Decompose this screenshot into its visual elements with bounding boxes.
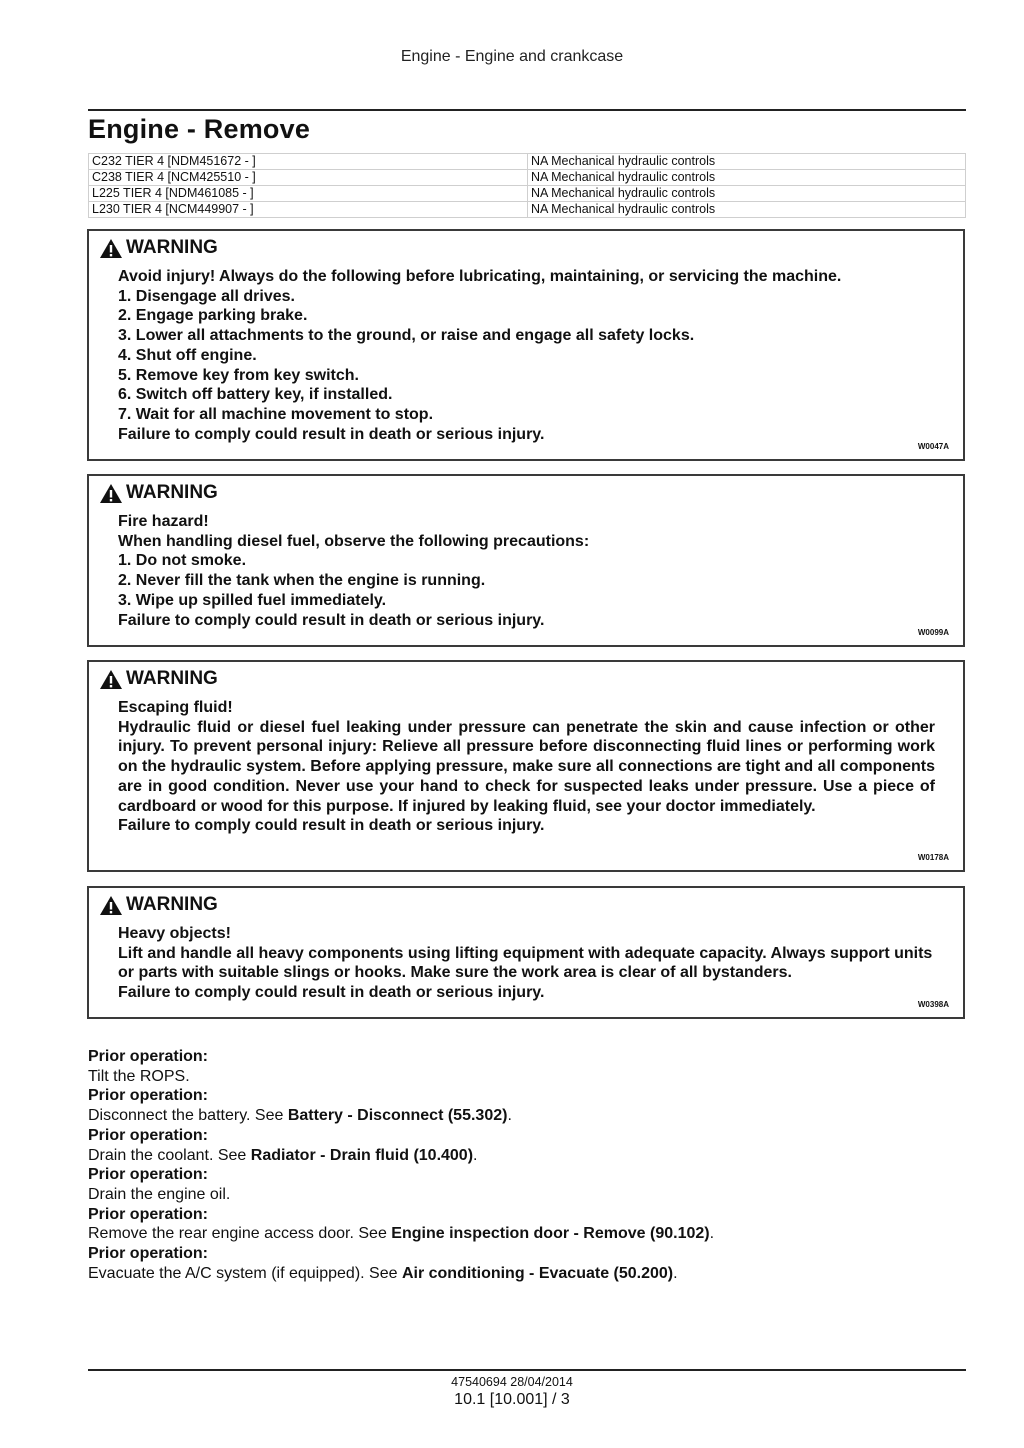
warning-line: Heavy objects! [118, 925, 231, 942]
prior-operation-text [88, 1067, 966, 1087]
warning-triangle-icon [99, 895, 123, 916]
warning-line: Fire hazard! [118, 513, 209, 530]
title-rule [88, 109, 966, 111]
option-cell: NA Mechanical hydraulic controls [528, 170, 966, 186]
warning-line: 4. Shut off engine. [118, 346, 257, 364]
model-cell: L225 TIER 4 [NDM461085 - ] [89, 186, 528, 202]
warning-code: W0047A [917, 442, 949, 451]
warning-heading-text: WARNING [126, 668, 218, 689]
prior-operation-label: Prior operation: [88, 1205, 209, 1223]
prior-operation-step: Remove the rear engine access door. [88, 1225, 354, 1243]
model-cell: C232 TIER 4 [NDM451672 - ] [89, 154, 528, 170]
prior-operation-text [88, 1146, 966, 1166]
table-row [89, 202, 966, 218]
option-cell: NA Mechanical hydraulic controls [528, 186, 966, 202]
warning-paragraph: Hydraulic fluid or diesel fuel leaking under pressure can penetrate the skin and cause infection or other injury. To prevent personal injury: Relieve all pressure before disconnecting fluid lines or performing work on the hydraulic system. Before applying pressure, make sure all connections are tight and all components are in good condition. Never use your hand to check for suspected leaks under pressure. Use a piece of cardboard or wood for this purpose. If injured by leaking fluid, see your doctor immediately. [118, 718, 935, 815]
warning-line: 5. Remove key from key switch. [118, 366, 359, 384]
warning-line: 3. Wipe up spilled fuel immediately. [118, 591, 387, 609]
model-table [88, 153, 966, 218]
prior-operation-text [88, 1224, 966, 1244]
prior-operation-label: Prior operation: [88, 1166, 209, 1184]
period: . [709, 1225, 715, 1243]
cross-reference-link[interactable]: Battery - Disconnect (55.302) [287, 1107, 508, 1125]
warning-triangle-icon [99, 483, 123, 504]
warning-heading [99, 668, 218, 690]
warning-line: 1. Disengage all drives. [118, 287, 295, 305]
see-text: See [213, 1146, 251, 1164]
page-title: Engine - Remove [88, 114, 311, 144]
cross-reference-link[interactable]: Engine inspection door - Remove (90.102) [391, 1225, 710, 1243]
warning-line: 7. Wait for all machine movement to stop. [118, 405, 434, 423]
prior-operation-text [88, 1185, 966, 1205]
model-cell: L230 TIER 4 [NCM449907 - ] [89, 202, 528, 218]
period: . [673, 1264, 678, 1282]
warning-box-heavy [87, 886, 965, 1019]
prior-operations [88, 1047, 966, 1283]
warning-body [118, 698, 935, 836]
cross-reference-link[interactable]: Radiator - Drain fluid (10.400) [250, 1146, 474, 1164]
model-cell: C238 TIER 4 [NCM425510 - ] [89, 170, 528, 186]
footer-page-number: 10.1 [10.001] / 3 [454, 1391, 570, 1408]
warning-line: When handling diesel fuel, observe the following precautions: [118, 532, 590, 550]
prior-operation-text [88, 1106, 966, 1126]
see-text: See [364, 1264, 402, 1282]
warning-box-fire [87, 474, 965, 647]
warning-line: Failure to comply could result in death or serious injury. [118, 425, 545, 443]
warning-line: Failure to comply could result in death or serious injury. [118, 817, 545, 835]
warning-line: Escaping fluid! [118, 699, 233, 716]
warning-triangle-icon [99, 238, 123, 259]
warning-body [118, 267, 935, 444]
prior-operation-step: Drain the engine oil. [88, 1185, 231, 1203]
prior-operation-label: Prior operation: [88, 1048, 209, 1065]
footer-rule [88, 1369, 966, 1371]
footer-document-id: 47540694 28/04/2014 [451, 1375, 573, 1389]
warning-code: W0178A [917, 853, 949, 862]
prior-operation-text [88, 1264, 966, 1284]
period: . [507, 1107, 512, 1125]
prior-operation-step: Disconnect the battery. [88, 1107, 251, 1125]
warning-line: Failure to comply could result in death or serious injury. [118, 984, 545, 1002]
warning-line: 1. Do not smoke. [118, 552, 247, 570]
prior-operation-label: Prior operation: [88, 1087, 209, 1105]
warning-line: 3. Lower all attachments to the ground, or raise and engage all safety locks. [118, 327, 695, 345]
warning-line: 6. Switch off battery key, if installed. [118, 386, 393, 404]
prior-operation-step: Drain the coolant. [88, 1146, 214, 1164]
warning-heading-text: WARNING [126, 894, 218, 915]
table-row [89, 186, 966, 202]
warning-heading-text: WARNING [126, 482, 218, 503]
prior-operation-label: Prior operation: [88, 1126, 209, 1144]
warning-triangle-icon [99, 669, 123, 690]
prior-operation-step: Evacuate the A/C system (if equipped). [88, 1264, 365, 1282]
warning-heading [99, 894, 218, 916]
warning-heading [99, 482, 218, 504]
warning-code: W0099A [917, 628, 949, 637]
cross-reference-link[interactable]: Air conditioning - Evacuate (50.200) [401, 1264, 674, 1282]
running-header: Engine - Engine and crankcase [400, 48, 624, 65]
table-row [89, 154, 966, 170]
option-cell: NA Mechanical hydraulic controls [528, 154, 966, 170]
see-text: See [353, 1225, 392, 1243]
warning-heading [99, 237, 218, 259]
warning-line: Avoid injury! Always do the following before lubricating, maintaining, or servicing the machine. [118, 268, 842, 285]
warning-paragraph: Lift and handle all heavy components using lifting equipment with adequate capacity. Always support units or parts with suitable slings or hooks. Make sure the work area is clear of all bystanders. [118, 944, 933, 982]
warning-body [118, 924, 935, 1003]
warning-code: W0398A [917, 1000, 949, 1009]
see-text: See [250, 1107, 288, 1125]
table-row [89, 170, 966, 186]
warning-line: 2. Engage parking brake. [118, 307, 308, 325]
warning-body [118, 512, 935, 630]
warning-heading-text: WARNING [126, 237, 218, 258]
prior-operation-step: Tilt the ROPS. [88, 1067, 190, 1085]
warning-line: 2. Never fill the tank when the engine is running. [118, 572, 486, 590]
period: . [473, 1146, 478, 1164]
warning-box-fluid [87, 660, 965, 872]
prior-operation-label: Prior operation: [88, 1245, 209, 1263]
warning-box-general [87, 229, 965, 461]
warning-line: Failure to comply could result in death or serious injury. [118, 611, 545, 629]
option-cell: NA Mechanical hydraulic controls [528, 202, 966, 218]
